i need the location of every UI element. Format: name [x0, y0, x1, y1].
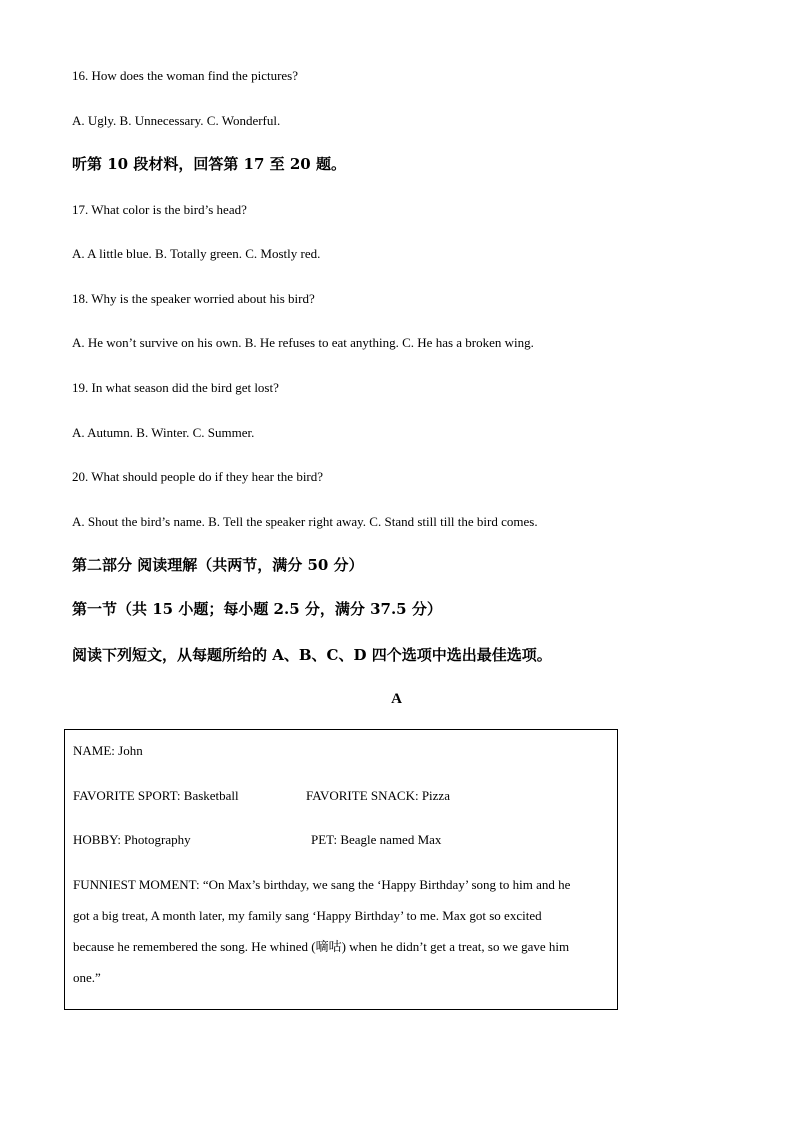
- profile-name: NAME: John: [73, 743, 143, 758]
- options-16: A. Ugly. B. Unnecessary. C. Wonderful.: [72, 113, 281, 128]
- profile-sport: FAVORITE SPORT: Basketball: [73, 788, 239, 803]
- funny-line-2: got a big treat, A month later, my family sang ‘Happy Birthday’ to me. Max got so excited: [73, 908, 542, 923]
- part2-section1-heading: 第一节（共 15 小题；每小题 2.5 分，满分 37.5 分）: [72, 600, 442, 618]
- question-19: 19. In what season did the bird get lost?: [72, 380, 279, 395]
- question-18: 18. Why is the speaker worried about his bird?: [72, 291, 315, 306]
- question-16: 16. How does the woman find the pictures?: [72, 68, 299, 83]
- options-18: A. He won’t survive on his own. B. He refuses to eat anything. C. He has a broken wing.: [72, 335, 534, 350]
- options-20: A. Shout the bird’s name. B. Tell the speaker right away. C. Stand still till the bird comes.: [72, 514, 538, 529]
- profile-pet: PET: Beagle named Max: [311, 832, 442, 847]
- profile-box: [64, 729, 618, 1010]
- funny-line-4: one.”: [73, 970, 101, 985]
- instructions: 阅读下列短文，从每题所给的 A、B、C、D 四个选项中选出最佳选项。: [72, 646, 552, 664]
- part2-heading: 第二部分 阅读理解（共两节，满分 50 分）: [72, 556, 364, 574]
- options-17: A. A little blue. B. Totally green. C. Mostly red.: [72, 246, 321, 261]
- profile-hobby: HOBBY: Photography: [73, 832, 191, 847]
- funny-line-1: FUNNIEST MOMENT: “On Max’s birthday, we sang the ‘Happy Birthday’ song to him and he: [73, 877, 571, 892]
- question-17: 17. What color is the bird’s head?: [72, 202, 247, 217]
- passage-label: A: [391, 691, 402, 707]
- funny-line-3: because he remembered the song. He whined (嘀咕) when he didn’t get a treat, so we gave him: [73, 939, 570, 954]
- profile-snack: FAVORITE SNACK: Pizza: [306, 788, 450, 803]
- section-heading-10: 听第 10 段材料，回答第 17 至 20 题。: [72, 155, 346, 173]
- question-20: 20. What should people do if they hear the bird?: [72, 469, 324, 484]
- options-19: A. Autumn. B. Winter. C. Summer.: [72, 425, 255, 440]
